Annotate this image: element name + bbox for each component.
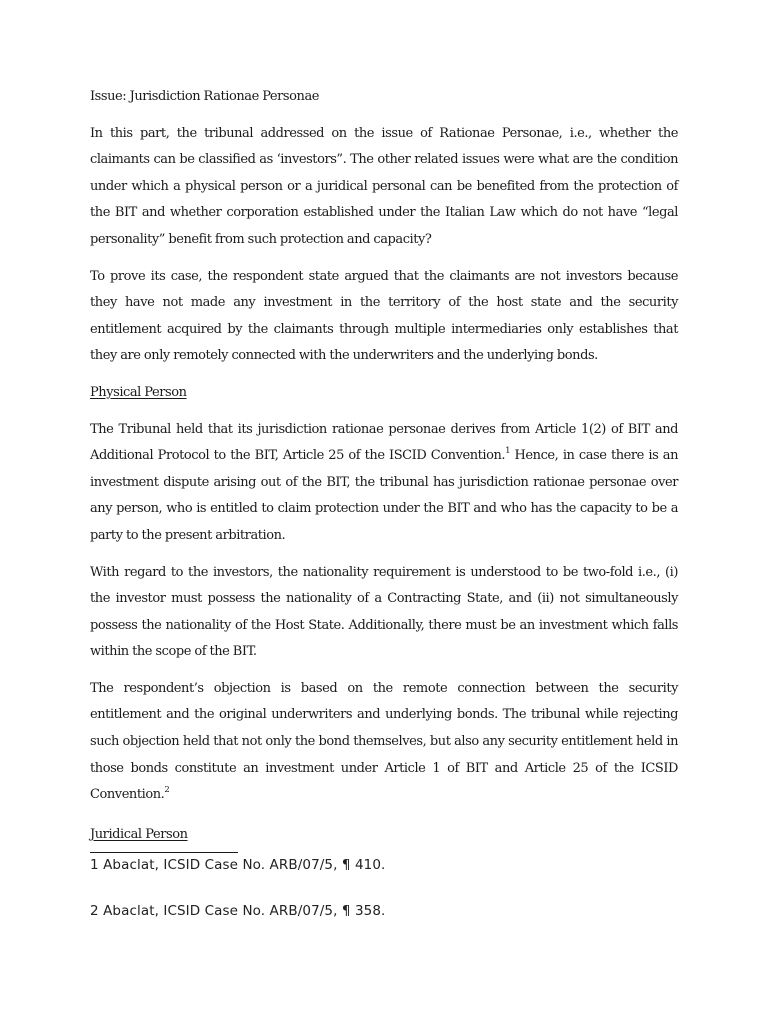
section-heading-physical-person: Physical Person [90,384,187,400]
footnote-1: 1 Abaclat, ICSID Case No. ARB/07/5, ¶ 410. [90,857,386,873]
paragraph-rationae-personae: In this part, the tribunal addressed on the issue of Rationae Personae, i.e., whether the claimants can be classified as ‘investors”. The other related issues were what are the condition under which a physical person or a juridical personal can be benefited from the protection of the BIT and whether corporation established under the Italian Law which do not have “legal personality” benefit from such protection and capacity? [90,125,678,247]
paragraph-nationality-requirement: With regard to the investors, the nationality requirement is understood to be two-fold i.e., (i) the investor must possess the nationality of a Contracting State, and (ii) not simultaneously possess the nationality of the Host State. Additionally, there must be an investment which falls within the scope of the BIT. [90,564,678,660]
paragraph-respondent-objection [90,676,678,809]
paragraph-tribunal-held [90,417,678,550]
document-body [90,84,678,819]
paragraph-tribunal-held-text-2: Hence, in case there is an investment dispute arising out of the BIT, the tribunal has jurisdiction rationae personae over any person, who is entitled to claim protection under the BIT and who has the capacity to be a party to the present arbitration. [90,448,678,543]
footnotes [90,853,385,923]
footnote-2: 2 Abaclat, ICSID Case No. ARB/07/5, ¶ 358. [90,903,386,919]
paragraph-respondent-objection-text: The respondent’s objection is based on the remote connection between the security entitlement and the original underwriters and underlying bonds. The tribunal while rejecting such objection held that not only the bond themselves, but also any security entitlement held in those bonds constitute an investment under Article 1 of BIT and Article 25 of the ICSID Convention. [90,680,678,803]
issue-title: Issue: Jurisdiction Rationae Personae [90,89,319,104]
section-heading-juridical-person: Juridical Person [90,827,188,842]
paragraph-respondent-argument: To prove its case, the respondent state argued that the claimants are not investors because they have not made any investment in the territory of the host state and the security entitlement acquired by the claimants through multiple intermediaries only establishes that they are only remotely connected with the underwriters and the underlying bonds. [90,268,678,364]
footnote-ref-1[interactable]: 1 [505,445,511,456]
footnote-ref-2[interactable]: 2 [164,784,170,795]
paragraph-tribunal-held-text-1: The Tribunal held that its jurisdiction rationae personae derives from Article 1(2) of BIT and Additional Protocol to the BIT, Article 25 of the ISCID Convention. [90,421,678,464]
